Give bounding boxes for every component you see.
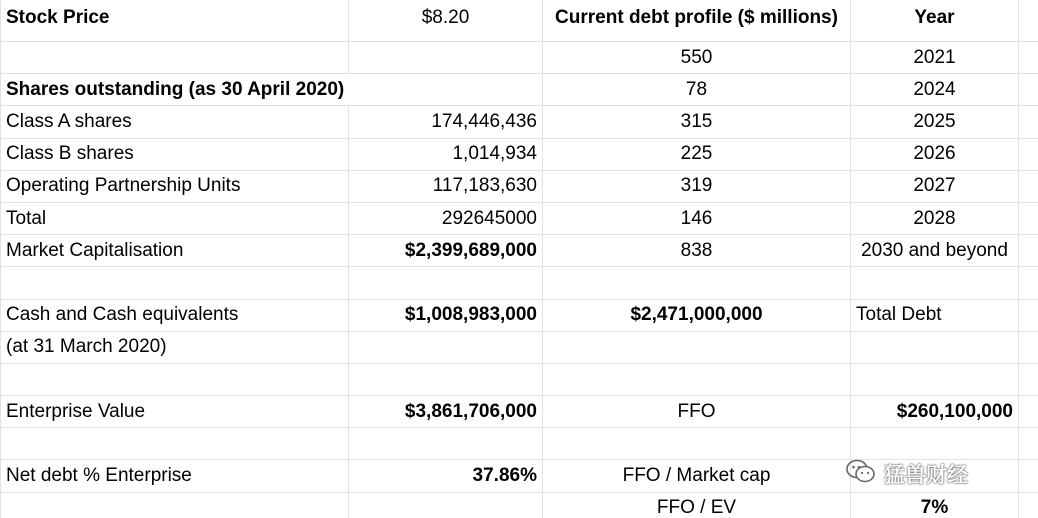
table-row (1, 267, 1038, 299)
cell-extra-row-2[interactable] (1019, 42, 1038, 74)
watermark-text: 猛兽财经 (884, 464, 968, 487)
cell-value-row-7[interactable]: 292645000 (349, 202, 543, 234)
table-row (1, 170, 1038, 202)
table-row (1, 331, 1038, 363)
cell-debt-row-16[interactable]: FFO / EV (543, 492, 851, 518)
cell-extra-row-9[interactable] (1019, 267, 1038, 299)
cell-year-row-3[interactable]: 2024 (851, 74, 1019, 106)
table-row (1, 0, 1038, 42)
cell-year-row-16[interactable]: 7% (851, 492, 1019, 518)
cell-debt-row-5[interactable]: 225 (543, 138, 851, 170)
cell-year-row-2[interactable]: 2021 (851, 42, 1019, 74)
cell-extra-row-12[interactable] (1019, 363, 1038, 395)
cell-value-row-13[interactable]: $3,861,706,000 (349, 396, 543, 428)
cell-extra-row-5[interactable] (1019, 138, 1038, 170)
table-row (1, 428, 1038, 460)
cell-year-row-1[interactable]: Year (851, 0, 1019, 42)
cell-label-row-14[interactable] (1, 428, 349, 460)
cell-extra-row-3[interactable] (1019, 74, 1038, 106)
cell-year-row-14[interactable] (851, 428, 1019, 460)
table-row (1, 74, 1038, 106)
cell-label-row-10[interactable]: Cash and Cash equivalents (1, 299, 349, 331)
cell-label-row-4[interactable]: Class A shares (1, 106, 349, 138)
cell-label-row-13[interactable]: Enterprise Value (1, 396, 349, 428)
cell-label-row-16[interactable] (1, 492, 349, 518)
cell-debt-row-10[interactable]: $2,471,000,000 (543, 299, 851, 331)
cell-debt-row-4[interactable]: 315 (543, 106, 851, 138)
cell-year-row-7[interactable]: 2028 (851, 202, 1019, 234)
cell-year-row-15[interactable] (851, 460, 1019, 492)
cell-label-row-11[interactable]: (at 31 March 2020) (1, 331, 349, 363)
table-row (1, 299, 1038, 331)
cell-extra-row-14[interactable] (1019, 428, 1038, 460)
cell-debt-row-12[interactable] (543, 363, 851, 395)
cell-debt-row-14[interactable] (543, 428, 851, 460)
table-row (1, 42, 1038, 74)
table-row (1, 492, 1038, 518)
cell-value-row-11[interactable] (349, 331, 543, 363)
cell-value-row-4[interactable]: 174,446,436 (349, 106, 543, 138)
cell-debt-row-3[interactable]: 78 (543, 74, 851, 106)
table-row (1, 235, 1038, 267)
cell-value-row-6[interactable]: 117,183,630 (349, 170, 543, 202)
table-row (1, 138, 1038, 170)
table-row (1, 106, 1038, 138)
cell-extra-row-6[interactable] (1019, 170, 1038, 202)
cell-value-row-14[interactable] (349, 428, 543, 460)
cell-extra-row-10[interactable] (1019, 299, 1038, 331)
cell-debt-row-8[interactable]: 838 (543, 235, 851, 267)
cell-value-row-16[interactable] (349, 492, 543, 518)
cell-extra-row-4[interactable] (1019, 106, 1038, 138)
cell-debt-row-15[interactable]: FFO / Market cap (543, 460, 851, 492)
cell-value-row-15[interactable]: 37.86% (349, 460, 543, 492)
cell-label-row-2[interactable] (1, 42, 349, 74)
cell-label-row-6[interactable]: Operating Partnership Units (1, 170, 349, 202)
table-row (1, 363, 1038, 395)
cell-debt-row-2[interactable]: 550 (543, 42, 851, 74)
cell-extra-row-8[interactable] (1019, 235, 1038, 267)
cell-debt-row-1[interactable]: Current debt profile ($ millions) (543, 0, 851, 42)
cell-value-row-12[interactable] (349, 363, 543, 395)
cell-label-row-15[interactable]: Net debt % Enterprise (1, 460, 349, 492)
cell-debt-row-6[interactable]: 319 (543, 170, 851, 202)
cell-value-row-10[interactable]: $1,008,983,000 (349, 299, 543, 331)
cell-label-row-12[interactable] (1, 363, 349, 395)
cell-year-row-12[interactable] (851, 363, 1019, 395)
cell-year-row-5[interactable]: 2026 (851, 138, 1019, 170)
cell-year-row-8[interactable]: 2030 and beyond (851, 235, 1019, 267)
cell-label-row-1[interactable]: Stock Price (1, 0, 349, 42)
table-row (1, 396, 1038, 428)
cell-label-row-5[interactable]: Class B shares (1, 138, 349, 170)
cell-debt-row-13[interactable]: FFO (543, 396, 851, 428)
cell-extra-row-16[interactable] (1019, 492, 1038, 518)
cell-year-row-9[interactable] (851, 267, 1019, 299)
cell-value-row-9[interactable] (349, 267, 543, 299)
cell-year-row-6[interactable]: 2027 (851, 170, 1019, 202)
cell-label-row-8[interactable]: Market Capitalisation (1, 235, 349, 267)
cell-extra-row-13[interactable] (1019, 396, 1038, 428)
cell-debt-row-7[interactable]: 146 (543, 202, 851, 234)
cell-label-row-3[interactable]: Shares outstanding (as 30 April 2020) (1, 74, 543, 106)
cell-year-row-10[interactable]: Total Debt (851, 299, 1019, 331)
cell-value-row-8[interactable]: $2,399,689,000 (349, 235, 543, 267)
cell-value-row-1[interactable]: $8.20 (349, 0, 543, 42)
table-row (1, 460, 1038, 492)
cell-year-row-13[interactable]: $260,100,000 (851, 396, 1019, 428)
cell-value-row-2[interactable] (349, 42, 543, 74)
cell-year-row-11[interactable] (851, 331, 1019, 363)
cell-extra-row-15[interactable] (1019, 460, 1038, 492)
cell-value-row-5[interactable]: 1,014,934 (349, 138, 543, 170)
cell-debt-row-11[interactable] (543, 331, 851, 363)
cell-extra-row-1[interactable] (1019, 0, 1038, 42)
cell-year-row-4[interactable]: 2025 (851, 106, 1019, 138)
cell-extra-row-7[interactable] (1019, 202, 1038, 234)
table-row (1, 202, 1038, 234)
cell-label-row-9[interactable] (1, 267, 349, 299)
cell-label-row-7[interactable]: Total (1, 202, 349, 234)
cell-debt-row-9[interactable] (543, 267, 851, 299)
cell-extra-row-11[interactable] (1019, 331, 1038, 363)
